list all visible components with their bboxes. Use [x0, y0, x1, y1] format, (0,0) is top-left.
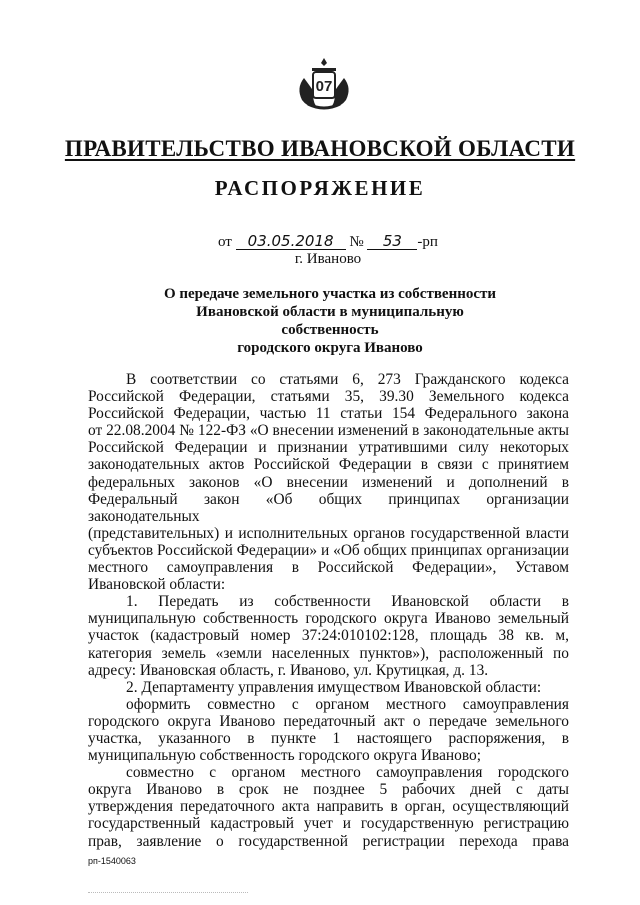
body-line: прав, заявление о государственной регистрации перехода права: [88, 832, 569, 850]
body-line: Ивановской области:: [88, 576, 226, 594]
body-line: оформить совместно с органом местного самоуправления: [126, 695, 569, 713]
city: г. Иваново: [294, 251, 362, 267]
body-line: В соответствии со статьями 6, 273 Гражданского кодекса: [126, 371, 569, 388]
svg-text:07: 07: [315, 78, 333, 95]
body-line: совместно с органом местного самоуправления городского: [126, 764, 569, 782]
handwritten-number: 53: [367, 233, 417, 250]
body-line: участок (кадастровый номер 37:24:010102:128, площадь 38 кв. м,: [88, 627, 569, 645]
body-line: от 22.08.2004 № 122-ФЗ «О внесении изменений в законодательные акты: [88, 422, 569, 440]
body-line: категория земель «земли населенных пунктов»), расположенный по: [88, 644, 569, 662]
subject-line: Ивановской области в муниципальную собственность: [196, 304, 464, 338]
document-type: РАСПОРЯЖЕНИЕ: [214, 176, 426, 200]
handwritten-date: 03.05.2018: [236, 233, 346, 250]
body-line: законодательных актов Российской Федерации в связи с принятием: [88, 456, 569, 474]
body-line: (представительных) и исполнительных органов государственной власти: [88, 524, 569, 542]
document-body: [88, 371, 569, 850]
number-label: №: [349, 234, 364, 250]
document-code: рп-1540063: [88, 856, 136, 866]
body-line: округа Иваново в срок не позднее 5 рабочих дней с даты: [88, 781, 569, 799]
body-line: местного самоуправления в Российской Федерации», Уставом: [88, 559, 569, 577]
subject-line: городского округа Иваново: [237, 340, 423, 356]
body-line: участка, указанного в пункте 1 настоящего распоряжения, в: [88, 729, 569, 747]
document-subject: [150, 285, 510, 357]
body-line: 2. Департаменту управления имуществом Ивановской области:: [126, 678, 542, 696]
body-line: городского округа Иваново передаточный акт о передаче земельного: [88, 712, 569, 730]
body-line: муниципальную собственность городского округа Иваново;: [88, 747, 481, 765]
number-suffix: -рп: [417, 234, 438, 250]
subject-line: О передаче земельного участка из собственности: [163, 286, 497, 302]
body-line: субъектов Российской Федерации» и «Об общих принципах организации: [88, 541, 569, 559]
body-line: государственный кадастровый учет и государственную регистрацию: [88, 815, 569, 833]
body-line: федеральных законов «О внесении изменений и дополнений в: [88, 473, 569, 491]
body-line: муниципальную собственность городского округа Иваново земельный: [88, 610, 569, 628]
body-line: Федеральный закон «Об общих принципах организации законодательных: [88, 490, 569, 525]
date-number-line: [218, 233, 438, 251]
body-line: 1. Передать из собственности Ивановской области в: [126, 593, 569, 611]
body-line: Российской Федерации и признании утратившими силу некоторых: [88, 439, 569, 457]
body-line: утверждения передаточного акта направить в орган, осуществляющий: [88, 798, 569, 816]
government-title: [0, 136, 640, 162]
body-line: Российской Федерации, статьями 35, 39.30 Земельного кодекса: [88, 388, 569, 406]
body-line: Российской Федерации, частью 11 статьи 154 Федерального закона: [88, 405, 569, 423]
scan-artifact: [88, 892, 248, 897]
from-label: от: [218, 234, 232, 250]
coat-of-arms-icon: [294, 56, 354, 112]
body-line: адресу: Ивановская область, г. Иваново, ул. Крутицкая, д. 13.: [88, 661, 489, 679]
government-title-text: ПРАВИТЕЛЬСТВО ИВАНОВСКОЙ ОБЛАСТИ: [64, 136, 576, 161]
